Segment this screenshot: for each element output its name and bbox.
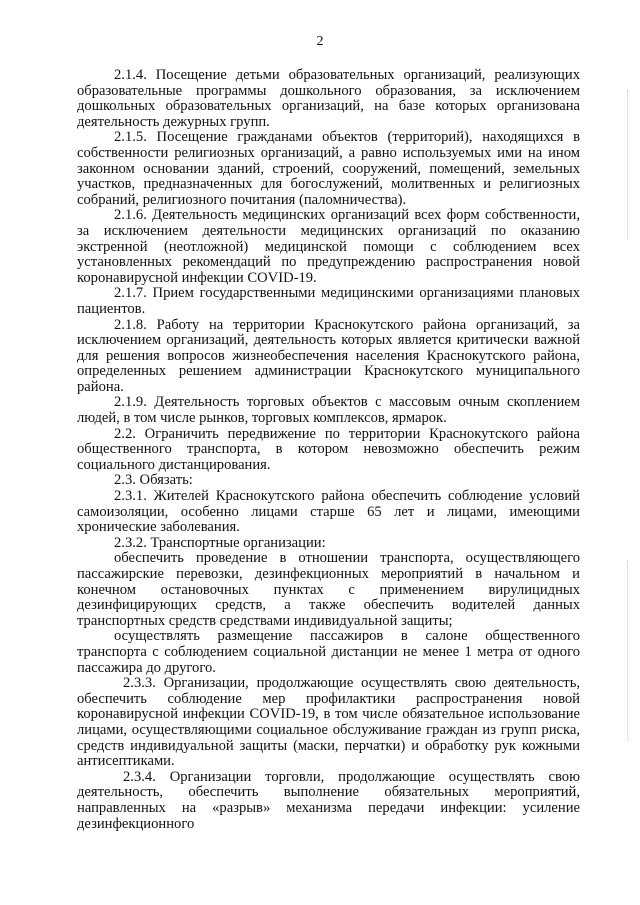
page-number: 2 [316, 34, 324, 49]
clause-2-1-8: 2.1.8. Работу на территории Краснокутского района организаций, за исключением организаций, деятельность которых является критически важной для решения вопросов жизнеобеспечения населения Краснокутского района, определенных решением администрации Краснокутского муниципального района. [77, 316, 580, 395]
clause-2-3-1: 2.3.1. Жителей Краснокутского района обеспечить соблюдение условий самоизоляции, особенно лицами старше 65 лет и лицами, имеющими хронические заболевания. [77, 488, 580, 536]
clause-2-3-2: 2.3.2. Транспортные организации: [114, 534, 326, 551]
margin-dots-bottom [626, 560, 628, 740]
document-body [77, 68, 580, 832]
clause-2-1-6: 2.1.6. Деятельность медицинских организаций всех форм собственности, за исключением деятельности медицинских организаций по оказанию экстренной (неотложной) медицинской помощи с соблюдением всех установленных рекомендаций по предупреждению распространения новой коронавирусной инфекции COVID-19. [77, 207, 580, 286]
clause-2-2: 2.2. Ограничить передвижение по территории Краснокутского района общественного транспорта, в котором невозможно обеспечить режим социального дистанцирования. [77, 425, 580, 473]
clause-2-1-7: 2.1.7. Прием государственными медицинскими организациями плановых пациентов. [77, 285, 580, 317]
clause-2-1-5: 2.1.5. Посещение гражданами объектов (территорий), находящихся в собственности религиозных организаций, а равно используемых ими на ином законном основании зданий, строений, сооружений, помещений, земельных участков, предназначенных для богослужений, молитвенных и религиозных собраний, религиозного почитания (паломничества). [77, 129, 580, 208]
clause-2-1-9: 2.1.9. Деятельность торговых объектов с массовым очным скоплением людей, в том числе рынков, торговых комплексов, ярмарок. [77, 394, 580, 427]
clause-2-3: 2.3. Обязать: [114, 472, 193, 489]
clause-2-3-2-item-1: обеспечить проведение в отношении транспорта, осуществляющего пассажирские перевозки, дезинфекционных мероприятий в начальном и конечном остановочных пунктах с применением вирулицидных дезинфицирующих средств, а также обеспечить водителей данных транспортных средств средствами индивидуальной защиты; [77, 550, 580, 629]
clause-2-3-3: 2.3.3. Организации, продолжающие осуществлять свою деятельность, обеспечить соблюдение мер профилактики распространения новой коронавирусной инфекции COVID-19, в том числе обязательное использование лицами, осуществляющими социальное обслуживание граждан из групп риска, средств индивидуальной защиты (маски, перчатки) и обработку рук кожными антисептиками. [77, 675, 580, 770]
clause-2-3-4: 2.3.4. Организации торговли, продолжающие осуществлять свою деятельность, обеспечить выполнение обязательных мероприятий, направленных на «разрыв» механизма передачи инфекции: усиление дезинфекционного [77, 768, 580, 832]
margin-dots-top [626, 90, 628, 240]
clause-2-1-4: 2.1.4. Посещение детьми образовательных организаций, реализующих образовательные программы дошкольного образования, за исключением дошкольных образовательных организаций, на базе которых организована деятельность дежурных групп. [77, 67, 580, 130]
clause-2-3-2-item-2: осуществлять размещение пассажиров в салоне общественного транспорта с соблюдением социальной дистанции не менее 1 метра от одного пассажира до другого. [77, 628, 580, 676]
